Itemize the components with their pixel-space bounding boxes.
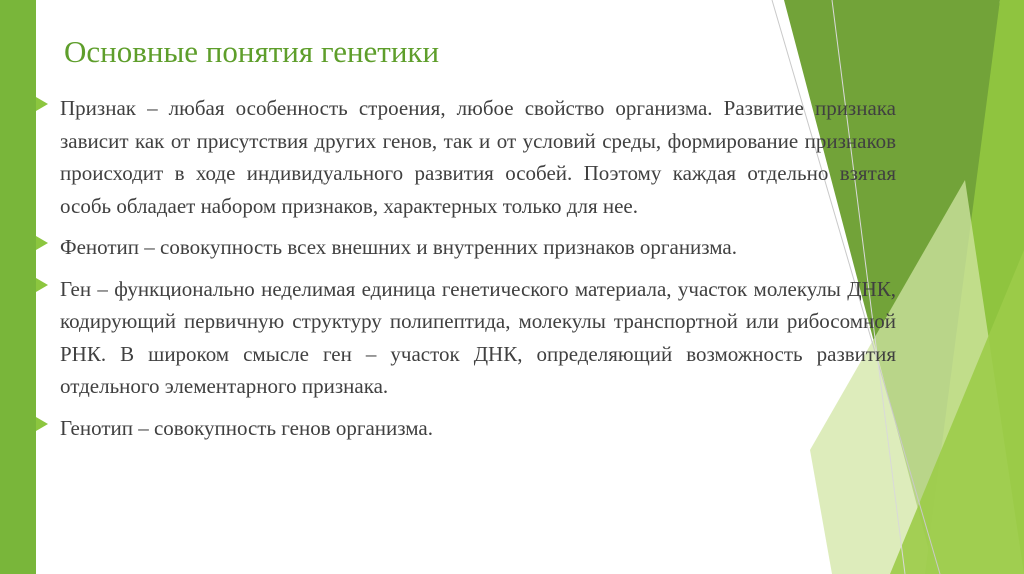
bullet-list — [36, 92, 896, 453]
bullet-text: Фенотип – совокупность всех внешних и внутренних признаков организма. — [60, 235, 738, 259]
triangle-right-icon — [36, 412, 60, 431]
bullet-item-genotype — [36, 412, 896, 445]
triangle-right-icon — [36, 273, 60, 292]
bullet-text: Генотип – совокупность генов организма. — [60, 415, 433, 440]
slide-title: Основные понятия генетики — [64, 34, 440, 69]
bullet-item-trait — [36, 92, 896, 222]
bullet-item-phenotype — [36, 231, 896, 264]
bullet-text: Признак – любая особенность строения, любое свойство организма. Развитие признака зависит как от присутствия других генов, так и от условий среды, формирование признаков происходит в ходе индивидуального развития особей. Поэтому каждая отдельно взятая особь обладает набором признаков, характерных только для нее. — [60, 96, 896, 218]
triangle-right-icon — [36, 231, 60, 250]
triangle-right-icon — [36, 92, 60, 111]
bullet-item-gene — [36, 273, 896, 403]
bullet-text: Ген – функционально неделимая единица генетического материала, участок молекулы ДНК, кодирующий первичную структуру полипептида, молекулы транспортной или рибосомной РНК. В широком смысле ген – участок ДНК, определяющий возможность развития отдельного элементарного признака. — [60, 276, 896, 398]
